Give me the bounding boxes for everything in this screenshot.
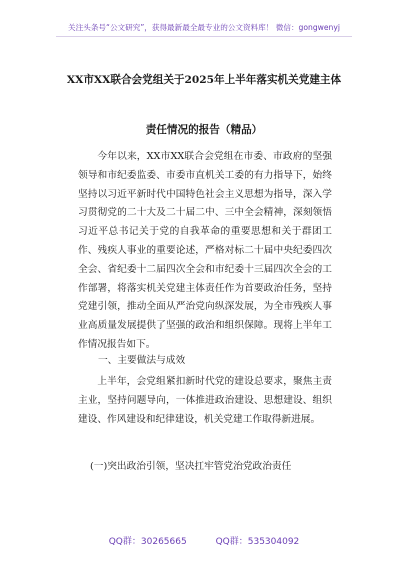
intro-paragraph: 今年以来，XX市XX联合会党组在市委、市政府的坚强领导和市纪委监委、市委市直机关工委的有力指导下，始终坚持以习近平新时代中国特色社会主义思想为指导，深入学习贯彻党的二十大及二十届二中、三中全会精神，深刻领悟习近平总书记关于党的自我革命的重要思想和关于群团工作、残疾人事业的重要论述，严格对标二十届中央纪委四次全会、省纪委十二届四次全会和市纪委十三届四次全会的工作部署，将落实机关党建主体责任作为首要政治任务，坚持党建引领，推动全面从严治党向纵深发展，为全市残疾人事业高质量发展提供了坚强的政治和组织保障。现将上半年工作情况报告如下。 <box>78 151 332 350</box>
document-title-line-2: 责任情况的报告（精品） <box>145 124 263 136</box>
qq-group-2: QQ群：535304092 <box>215 537 300 547</box>
section-heading-1: 一、主要做法与成效 <box>98 355 186 366</box>
footer-contact <box>0 534 408 547</box>
header-banner: 关注头条号“公文研究”，获得最新最全最专业的公文资料库！ 微信：gongwenyj <box>68 23 340 32</box>
qq-group-1: QQ群：30265665 <box>108 537 187 547</box>
subsection-heading-1: (一)突出政治引领，坚决扛牢管党治党政治责任 <box>90 461 292 472</box>
section-1-paragraph: 上半年，会党组紧扣新时代党的建设总要求，聚焦主责主业，坚持问题导向，一体推进政治建设、思想建设、组织建设、作风建设和纪律建设，机关党建工作取得新进展。 <box>78 376 332 425</box>
header-divider <box>56 36 352 37</box>
document-title-line-1: XX市XX联合会党组关于2025年上半年落实机关党建主体 <box>66 74 342 86</box>
